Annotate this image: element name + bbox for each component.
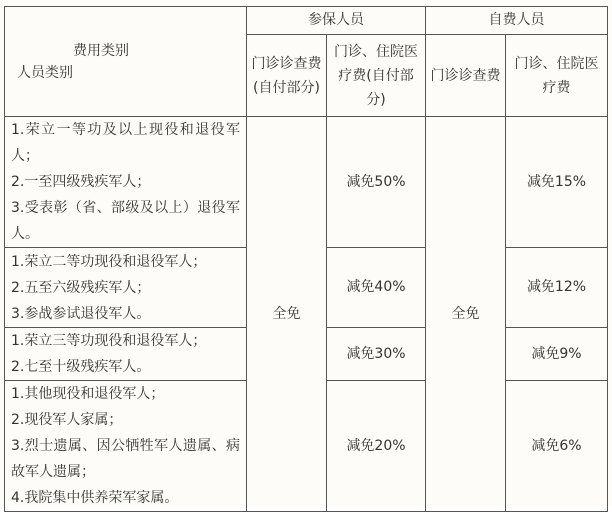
self-medical-waiver: 减免15% (506, 117, 608, 248)
list-item: 2.一至四级残疾军人； (11, 174, 151, 190)
category-cell (5, 381, 247, 512)
self-medical-waiver: 减免12% (506, 248, 608, 328)
list-item: 2.现役军人家属； (11, 412, 123, 428)
category-header-cell (5, 7, 247, 117)
list-item: 1.荣立三等功现役和退役军人； (11, 333, 207, 349)
list-item: 3.受表彰（省、部级及以上）退役军人。 (11, 200, 240, 242)
list-item: 3.烈士遗属、因公牺牲军人遗属、病故军人遗属； (11, 438, 240, 480)
list-item: 2.七至十级残疾军人。 (11, 359, 151, 375)
category-cell (5, 248, 247, 328)
self-exam-waiver: 全免 (426, 117, 506, 512)
fee-category-label: 费用类别 (73, 43, 129, 59)
self-medical-waiver: 减免6% (506, 381, 608, 512)
category-cell (5, 328, 247, 381)
insured-medical-waiver: 减免40% (327, 248, 426, 328)
insured-medical-waiver: 减免50% (327, 117, 426, 248)
list-item: 4.我院集中供养荣军家属。 (11, 490, 179, 506)
insured-medical-waiver: 减免30% (327, 328, 426, 381)
self-pay-header: 自费人员 (426, 7, 608, 35)
insured-outpatient-exam-header: 门诊诊查费(自付部分) (247, 35, 327, 117)
list-item: 1.荣立二等功现役和退役军人； (11, 253, 207, 270)
list-item: 1.其他现役和退役军人； (11, 386, 165, 402)
self-medical-header: 门诊、住院医疗费 (506, 35, 608, 117)
list-item: 2.五至六级残疾军人； (11, 279, 151, 296)
category-cell (5, 117, 247, 248)
table-row (5, 117, 608, 248)
person-category-label: 人员类别 (17, 65, 73, 81)
fee-waiver-table (4, 6, 608, 512)
self-outpatient-exam-header: 门诊诊查费 (426, 35, 506, 117)
list-item: 1.荣立一等功及以上现役和退役军人； (11, 122, 240, 164)
insured-exam-waiver: 全免 (247, 117, 327, 512)
self-medical-waiver: 减免9% (506, 328, 608, 381)
insured-medical-waiver: 减免20% (327, 381, 426, 512)
insured-header: 参保人员 (247, 7, 426, 35)
list-item: 3.参战参试退役军人。 (11, 305, 151, 322)
insured-medical-header: 门诊、住院医疗费(自付部分) (327, 35, 426, 117)
